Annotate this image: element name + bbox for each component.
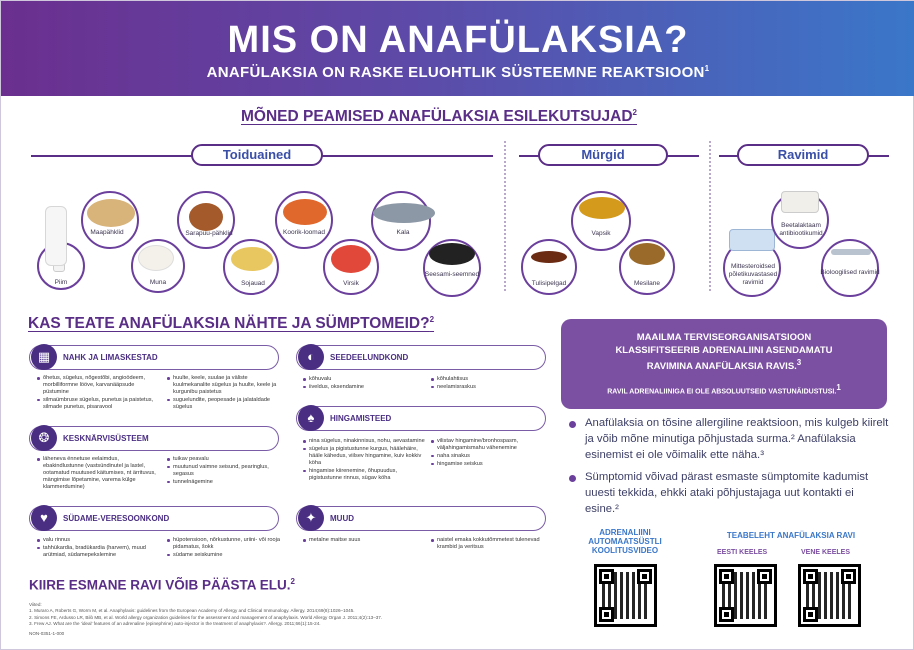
divider [709,141,711,291]
food-label: Maapähklid [90,229,124,236]
symptom-item: kõhulahtisus [431,376,546,383]
symptom-item: tahhükardia, bradükardia (harvem), muud arütmiad, südamepekslemine [37,545,159,559]
page-title: MIS ON ANAFÜLAKSIA? [227,19,689,61]
category-drugs: Ravimid [737,144,869,166]
who-box [561,319,887,409]
ref-item: 3. Frew AJ. What are the ‘ideal’ features of an adrenaline (epinephrine) auto-injector in the treatment of anaphylaxis?. Allergy. 2011;66(1):15-24. [29,621,321,627]
resp-list-2 [431,438,546,469]
symptom-item: huulte, keele, suulae ja väliste kuulmekanalite sügelus ja huulte, keele ja kurgunibu paistetus [167,375,285,396]
symptom-item: valu rinnus [37,537,159,544]
food-label: Piim [54,279,68,286]
qr-estonian[interactable] [714,564,777,627]
symptom-item: hüpotensioon, nõrkustunne, uriini- või rooja pidamatus, šokk [167,537,285,551]
symptom-item: suguelundite, peopesade ja jalataldade sügelus [167,397,285,411]
category-food: Toiduained [191,144,323,166]
facts-list [569,415,889,523]
divider [504,141,506,291]
resp-title: HINGAMISTEED [330,414,392,423]
symptom-item: sügelus ja pigistustunne kurgus, häälehäire, hääle kähedus, viilsev hingamine, kuiv kokkiv köha [303,446,428,467]
drug-label: Beetalaktaam antibiootikumid [779,222,823,237]
fish-icon [373,203,435,223]
category-venom: Mürgid [538,144,668,166]
ref-code: NON-0351-1-000 [29,630,65,636]
symptom-item: hingamise kiirenemine, õhupuudus, pigistustunne rinnus, sügav köha [303,468,428,482]
other-list-2 [431,537,549,552]
symptom-item: metalne maitse suus [303,537,423,544]
peanuts-icon [87,199,135,227]
stomach-icon: ◐ [298,344,324,370]
qr-sheet-title: TEABELEHT ANAFÜLAKSIA RAVI [726,531,856,540]
symptom-item: tuikav peavalu [167,456,285,463]
fact-item: Anafülaksia on tõsine allergiline reaktsioon, mis kulgeb kiirelt ja võib mõne minutiga põhjustada surma.² Anafülaksia esinemist ei ole võimalik ette näha.³ [569,415,889,463]
food-label: Sarapuu-pähklid [185,230,233,237]
lungs-icon: ♠ [298,405,324,431]
food-label: Kala [396,229,410,236]
who-line: MAAILMA TERVISEORGANISATSIOON [636,332,812,343]
ant-icon [531,251,567,263]
food-label: Koorik-loomad [283,229,325,236]
first-aid-slogan: KIIRE ESMANE RAVI VÕIB PÄÄSTA ELU.$^2$ [29,577,295,593]
cardio-title: SÜDAME-VERESOONKOND [63,514,170,523]
pill-pack-icon [729,229,775,251]
drug-label: Mittesteroidsed põletikuvastased ravimid [728,263,778,286]
heart-icon: ♥ [31,505,57,531]
shrimp-icon [283,199,327,225]
symptom-item: hingamise seiskus [431,461,546,468]
gi-list-2 [431,376,546,392]
symptom-item: naha sinakus [431,453,546,460]
qr-video[interactable] [594,564,657,627]
ref-item: 1. Muraro A, Roberts G, Worm M, et al. Anaphylaxis: guidelines from the European Academy of Allergy and Clinical Immunology. Allergy. 2014;69(8):1026–1045. [29,608,355,614]
food-label: Seesami-seemned [424,271,480,278]
symptom-item: muutunud vaimne seisund, pearinglus, segasus [167,464,285,478]
gi-title: SEEDEELUNDKOND [330,353,409,362]
venom-label: Tulisipelgad [531,280,567,287]
skin-list-2 [167,375,285,412]
symptom-item: läheneva ënnetuse eelaimdus, ebakindlustunne (vastsündinutel ja lastel, ootamatud muutused käitumises, nt ärrituvus, mängimise lõpetamine, varema külge klammerdumine) [37,456,159,491]
biologic-circle [821,239,879,297]
cns-list-2 [167,456,285,487]
venom-label: Mesilane [633,280,660,287]
symptom-item: neelamisraskus [431,384,546,391]
qr-est-label: EESTI KEELES [717,549,768,556]
symptom-item: naistel emaka kokkutõmmetest tulenevad krambid ja veritsus [431,537,549,551]
food-label: Muna [149,279,167,286]
ref-head: Viited: [29,602,42,607]
other-title: MUUD [330,514,354,523]
who-note: RAVIL ADRENALIINIGA EI OLE ABSOLUUTSEID VASTUNÄIDUSTUSI.1 [607,382,841,395]
symptom-item: kõhuvalu [303,376,423,383]
skin-title: NAHK JA LIMASKESTAD [63,353,158,362]
symptom-item: südame seiskumine [167,552,285,559]
fact-item: Sümptomid võivad pärast esmaste sümptomite kadumist uuesti tekkida, ehkki ataki põhjustajaga uut kontakti ei esine.² [569,469,889,517]
egg-icon [138,245,174,271]
venom-label: Vapsik [591,230,611,237]
hazelnut-icon [189,203,223,231]
cardio-list-2 [167,537,285,560]
peach-icon [331,245,371,273]
page-subtitle: ANAFÜLAKSIA ON RASKE ELUOHTLIK SÜSTEEMNE REAKTSIOON$^1$ [206,64,710,81]
sesame-icon [429,243,475,265]
triggers-title: MÕNED PEAMISED ANAFÜLAKSIA ESILEKUTSUJAD$^2$ [241,108,637,126]
ref-item: 2. Simons FE, Ardusso LR, Bilò MB, et al. World allergy organization guidelines for the assessment and management of anaphylaxis. World Allergy Organ J. 2011;4(2):13–37. [29,614,383,620]
brain-icon: ❂ [31,425,57,451]
soy-icon [231,247,273,271]
qr-russian[interactable] [798,564,861,627]
header-banner [1,1,914,96]
symptom-item: tunnelnägemine [167,479,285,486]
symptom-item: õhetus, sügelus, nõgestõbi, angioödeem, morbilliformne lööve, karvanääpsude püstumine [37,375,157,396]
bee-icon [629,243,665,265]
syringe-icon [831,249,871,255]
resp-list-1 [303,438,428,483]
cardio-list-1 [37,537,159,560]
who-line: KLASSIFITSEERIB ADRENALIINI ASENDAMATU [615,344,833,356]
drug-label: Bioloogilised ravimid [820,269,880,276]
cns-list-1 [37,456,159,492]
symptom-item: iiveldus, oksendamine [303,384,423,391]
antibiotic-icon [781,191,819,213]
symptoms-title: KAS TEATE ANAFÜLAKSIA NÄHTE JA SÜMPTOMEID?$^2$ [28,315,435,333]
body-icon: ✦ [298,505,324,531]
symptom-item: nina sügelus, ninakinnisus, nohu, aevastamine [303,438,428,445]
qr-rus-label: VENE KEELES [801,549,851,556]
who-line: RAVIMINA ANAFÜLAKSIA RAVIS.$^3$ [646,357,802,372]
qr-video-title: ADRENALIINI AUTOMAATSÜSTLI KOOLITUSVIDEO [588,528,662,555]
cns-title: KESKNÄRVISÜSTEEM [63,434,149,443]
other-list-1 [303,537,423,545]
food-label: Virsik [343,280,359,287]
skin-icon: ▦ [31,344,57,370]
references [29,602,529,637]
symptom-item: silmaümbruse sügelus, punetus ja paistetus, silmade punetus, pisaravool [37,397,157,411]
gi-list-1 [303,376,423,392]
milk-bottle-icon [45,206,67,266]
wasp-icon [579,197,625,219]
food-label: Sojauad [241,280,265,287]
skin-list-1 [37,375,157,412]
symptom-item: vilistav hingamine/bronhospasm, väljahingamismahu vähenemine [431,438,546,452]
